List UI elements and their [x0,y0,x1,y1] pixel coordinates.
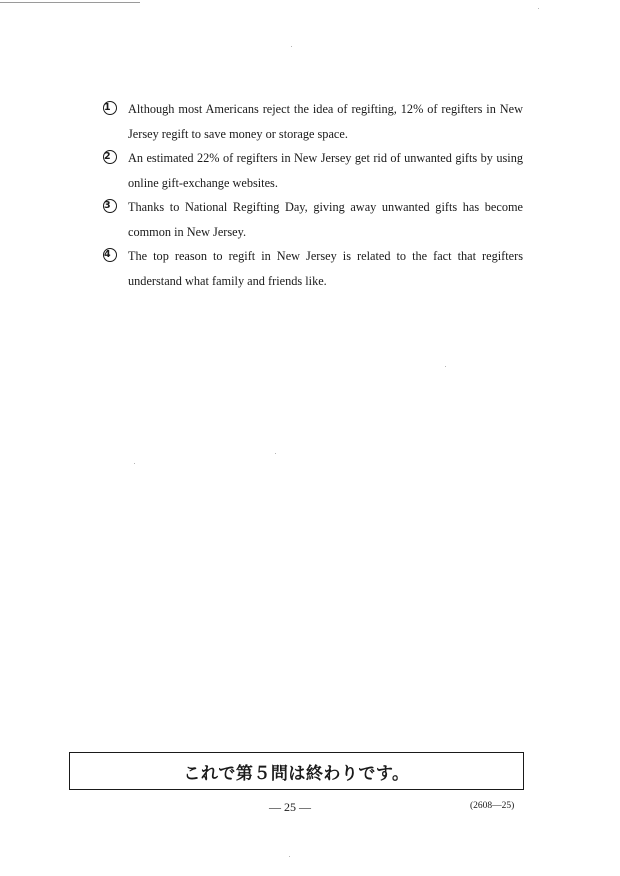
answer-option-1-text: Although most Americans reject the idea of regifting, 12% of regifters in New Jersey regift to save money or storage space. [128,102,523,141]
answer-option-4[interactable] [103,244,523,293]
section-end-notice [69,752,524,790]
answer-option-1[interactable] [103,97,523,146]
scan-speck [291,46,292,47]
answer-option-3[interactable] [103,195,523,244]
circled-number-2-icon: 2 [103,150,117,164]
top-edge-rule [0,2,140,3]
scan-speck [275,453,276,454]
answer-option-3-text: Thanks to National Regifting Day, giving away unwanted gifts has become common in New Jersey. [128,200,523,239]
scan-speck [134,463,135,464]
page-code: (2608—25) [470,801,515,811]
circled-number-3-icon: 3 [103,199,117,213]
circled-number-1-icon: 1 [103,101,117,115]
scan-speck [538,8,539,9]
scan-speck [289,856,290,857]
section-end-notice-text: これで第５問は終わりです。 [183,763,410,784]
answer-option-2[interactable] [103,146,523,195]
answer-options-list [103,97,523,293]
answer-option-2-text: An estimated 22% of regifters in New Jersey get rid of unwanted gifts by using online gift-exchange websites. [128,151,523,190]
scan-speck [445,366,446,367]
answer-option-4-text: The top reason to regift in New Jersey is related to the fact that regifters understand what family and friends like. [128,249,523,288]
circled-number-4-icon: 4 [103,248,117,262]
page-number: — 25 — [269,800,311,814]
